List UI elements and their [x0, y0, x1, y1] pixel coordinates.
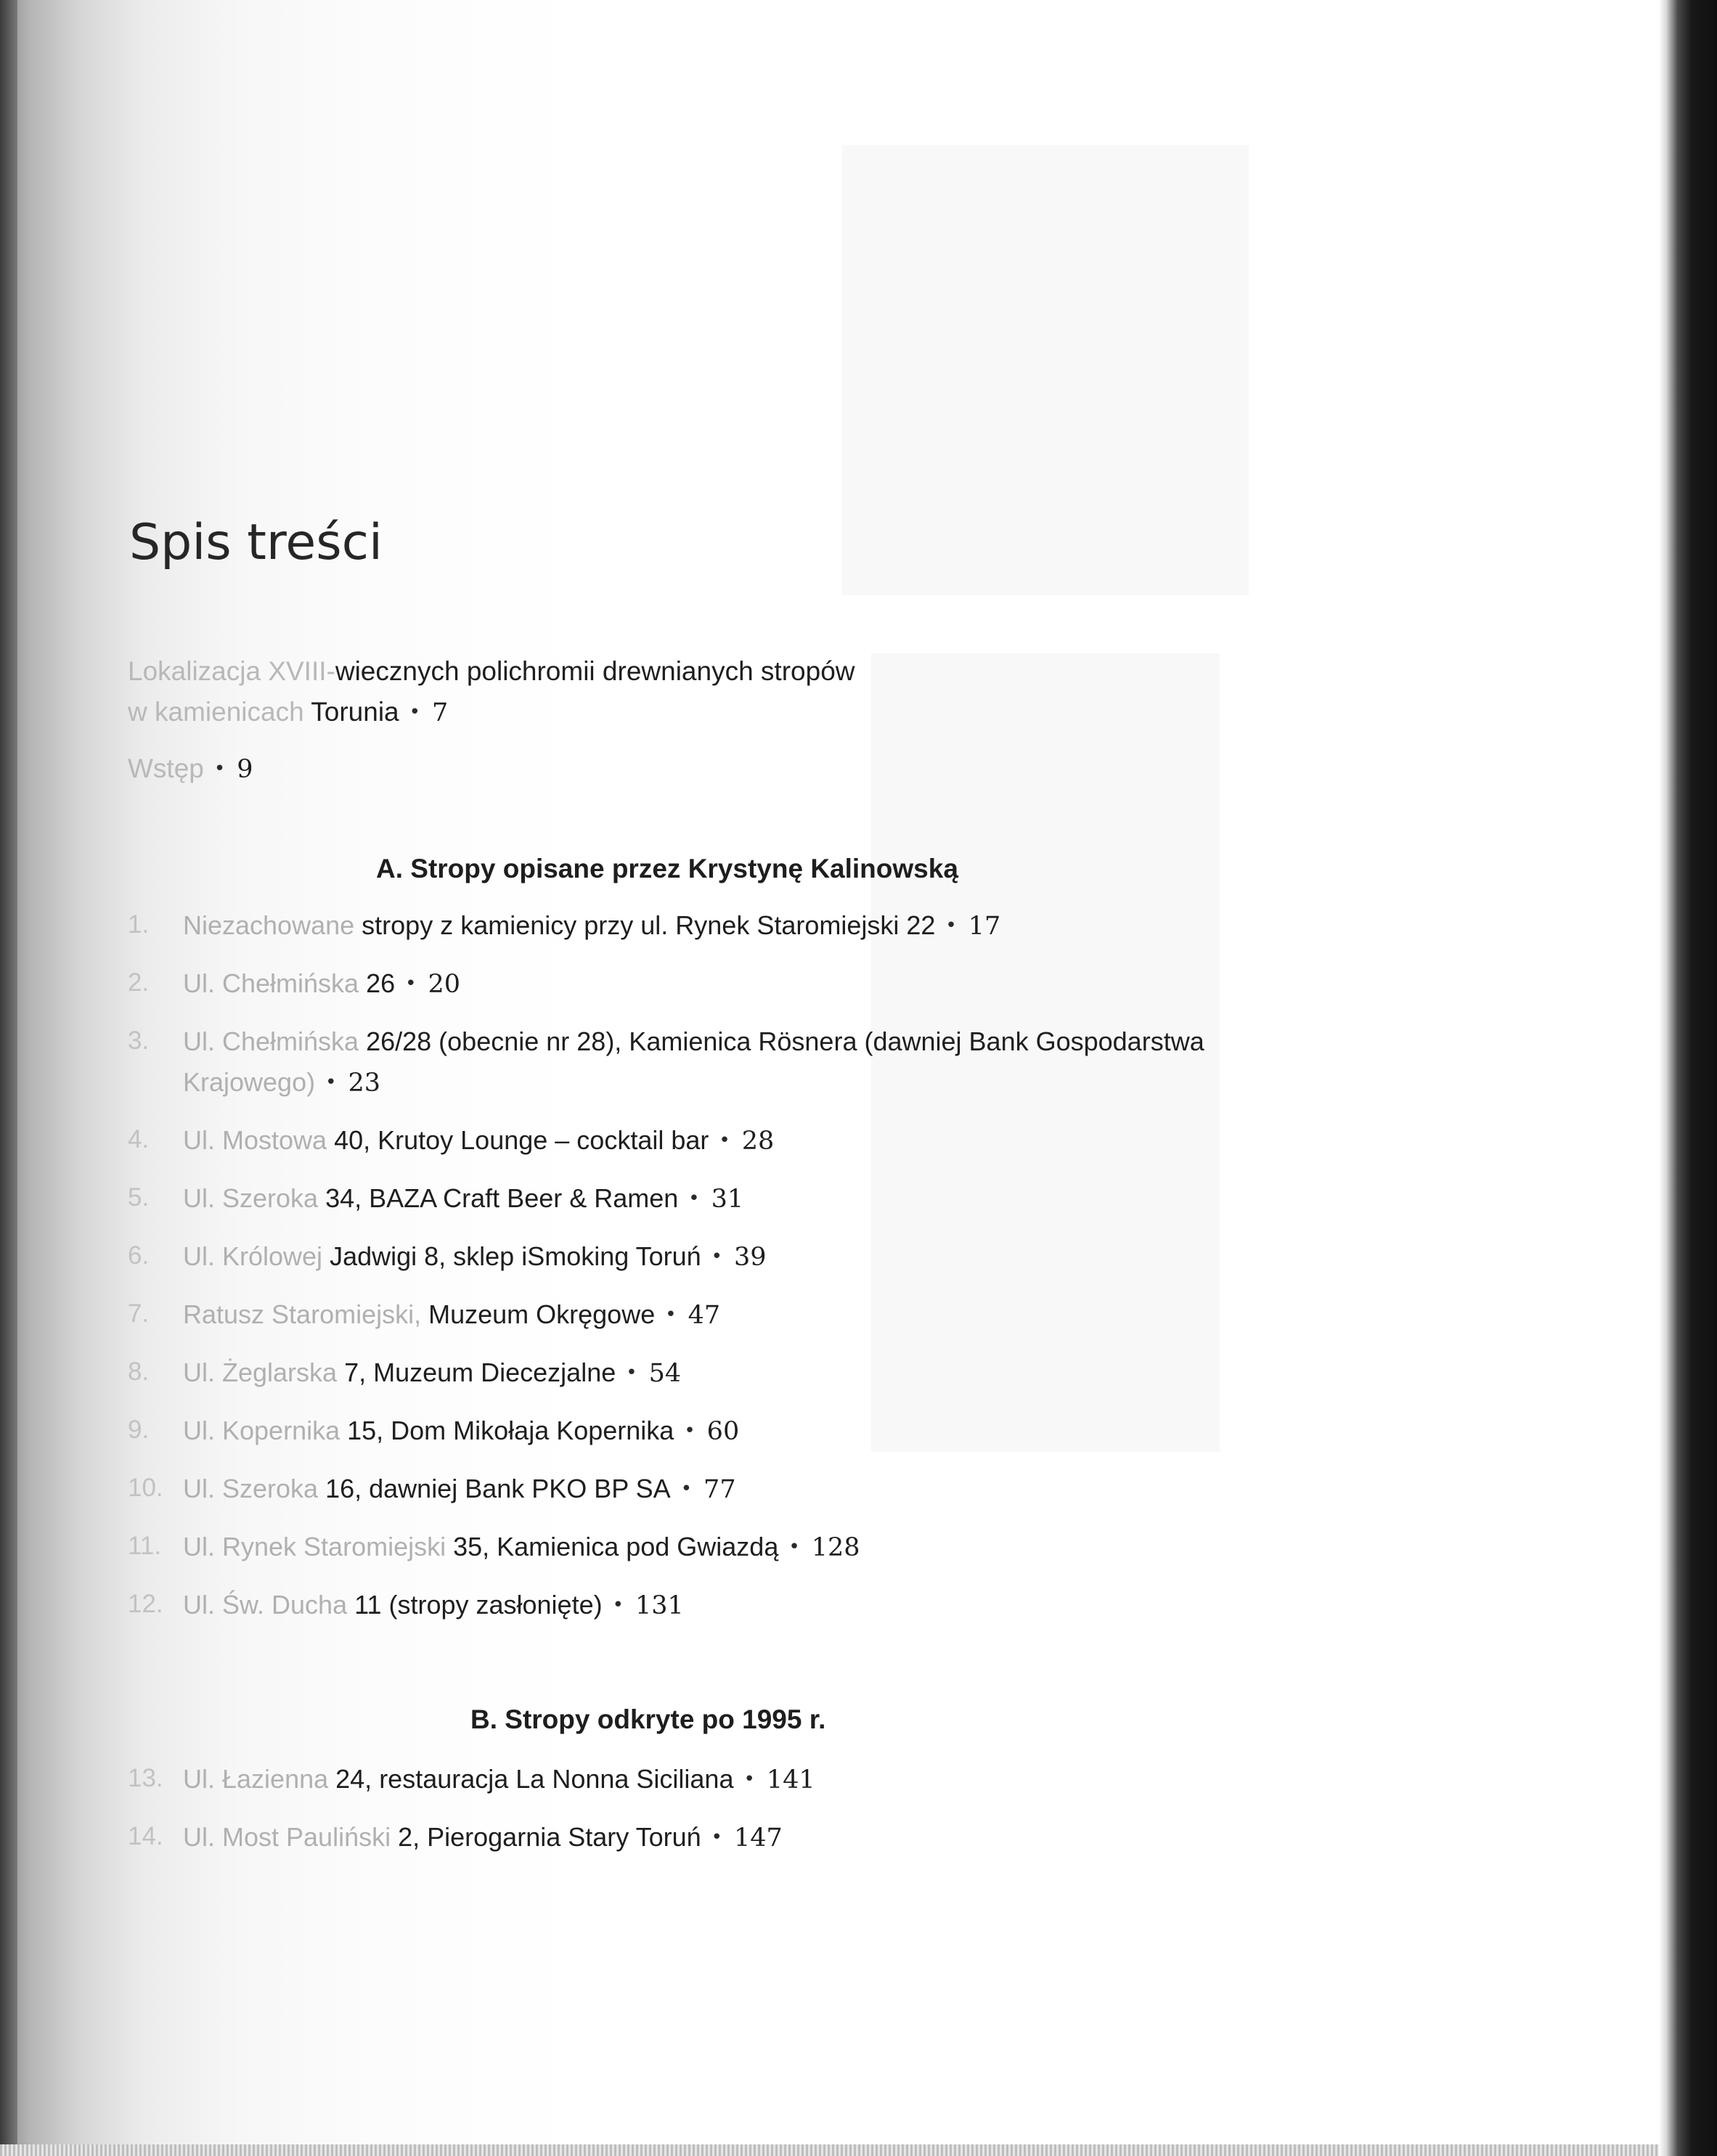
entry-title: 34, BAZA Craft Beer & Ramen: [325, 1183, 679, 1213]
entry-title: 26/28 (obecnie nr 28), Kamienica Rösnera (dawniej Bank Gospodarstwa: [366, 1026, 1204, 1056]
entry-title: 2, Pierogarnia Stary Toruń: [398, 1822, 701, 1852]
entry-number: 3.: [128, 1026, 150, 1055]
entry-number: 14.: [128, 1822, 163, 1850]
page-number: 23: [348, 1069, 380, 1098]
page-number: 39: [734, 1243, 767, 1272]
bullet-separator: •: [213, 758, 226, 780]
page-number: 47: [688, 1301, 721, 1330]
entry-number: 5.: [128, 1183, 150, 1212]
toc-intro-fade: w kamienicach: [128, 697, 311, 727]
section-heading-b: B. Stropy odkryte po 1995 r.: [470, 1704, 826, 1734]
page-number: 9: [237, 755, 253, 784]
entry-fade: Ul. Rynek Staromiejski: [183, 1532, 454, 1561]
entry-fade: Ul. Łazienna: [183, 1764, 336, 1794]
entry-number: 11.: [128, 1532, 162, 1560]
bullet-separator: •: [665, 1304, 677, 1326]
entry-title: 24, restauracja La Nonna Siciliana: [335, 1764, 734, 1794]
bullet-separator: •: [711, 1246, 722, 1267]
entry-fade: Ul. Mostowa: [183, 1125, 335, 1155]
entry-number: 6.: [128, 1241, 150, 1270]
page-number: 17: [968, 912, 1001, 941]
bullet-separator: •: [405, 973, 417, 995]
page-number: 28: [741, 1127, 775, 1156]
entry-title: 35, Kamienica pod Gwiazdą: [453, 1532, 779, 1561]
entry-text: [183, 1764, 815, 1794]
entry-fade: Ul. Szeroka: [183, 1474, 326, 1503]
entry-number: 2.: [128, 968, 150, 997]
entry-title: 7, Muzeum Diecezjalne: [344, 1357, 616, 1387]
entry-number: 12.: [128, 1590, 163, 1618]
entry-fade: Ul. Królowej: [183, 1241, 330, 1271]
entry-fade: Ul. Chełmińska: [183, 1026, 367, 1056]
bullet-separator: •: [719, 1130, 730, 1151]
entry-fade: Ul. Kopernika: [183, 1416, 348, 1445]
binding-edge: [1659, 0, 1717, 2156]
page-number: 54: [648, 1359, 682, 1388]
page-number: 31: [711, 1185, 744, 1214]
entry-text: [183, 1299, 720, 1330]
entry-text: [183, 1183, 743, 1214]
toc-intro-text: Torunia: [311, 697, 399, 727]
entry-text: [183, 1125, 774, 1156]
entry-text: [183, 910, 1000, 941]
entry-number: 4.: [128, 1125, 150, 1153]
scan-strip: [0, 2144, 1659, 2156]
page-title: Spis treści: [129, 514, 383, 571]
show-through: [842, 145, 1249, 595]
bullet-separator: •: [612, 1594, 624, 1616]
toc-intro-line: [128, 752, 253, 786]
toc-intro-text: wiecznych polichromii drewnianych stropów: [335, 656, 855, 686]
bullet-separator: •: [325, 1071, 337, 1093]
entry-title: stropy z kamienicy przy ul. Rynek Staromiejski 22: [362, 910, 936, 940]
entry-text: [183, 1241, 767, 1272]
toc-intro-fade: Lokalizacja XVIII-: [128, 656, 335, 686]
page-number: 60: [706, 1417, 740, 1446]
page-number: 141: [766, 1765, 815, 1794]
bullet-separator: •: [688, 1188, 700, 1209]
entry-fade: Ul. Most Pauliński: [183, 1822, 399, 1852]
entry-title: Muzeum Okręgowe: [428, 1299, 656, 1329]
page-number: 7: [431, 698, 449, 727]
entry-fade: Niezachowane: [183, 910, 362, 940]
entry-title: 40, Krutoy Lounge – cocktail bar: [334, 1125, 709, 1155]
entry-number: 9.: [128, 1416, 150, 1444]
entry-text: [183, 1532, 860, 1562]
entry-text: [183, 1590, 684, 1620]
page-number: 131: [635, 1591, 684, 1620]
toc-intro-line: [128, 655, 855, 688]
bullet-separator: •: [626, 1362, 637, 1384]
entry-text: [183, 1357, 681, 1388]
entry-fade: Ul. Szeroka: [183, 1183, 326, 1213]
entry-fade: Krajowego): [183, 1067, 316, 1097]
page-number: 128: [811, 1533, 860, 1562]
section-heading-a: A. Stropy opisane przez Krystynę Kalinowską: [376, 854, 958, 883]
entry-text: [183, 1474, 736, 1504]
entry-fade: Ul. Św. Ducha: [183, 1590, 355, 1620]
bullet-separator: •: [684, 1420, 696, 1442]
entry-fade: Ratusz Staromiejski,: [183, 1299, 429, 1329]
bullet-separator: •: [743, 1768, 755, 1790]
entry-title: Jadwigi 8, sklep iSmoking Toruń: [330, 1241, 701, 1271]
entry-number: 8.: [128, 1357, 150, 1386]
entry-text: [183, 1822, 783, 1853]
entry-fade: Ul. Chełmińska: [183, 968, 367, 998]
page-number: 147: [734, 1824, 783, 1853]
entry-text: [183, 1416, 739, 1446]
entry-number: 1.: [128, 910, 150, 939]
entry-text: [183, 968, 460, 999]
entry-fade: Ul. Żeglarska: [183, 1357, 345, 1387]
entry-number: 7.: [128, 1299, 150, 1328]
bullet-separator: •: [945, 915, 957, 936]
toc-entry-continuation: [183, 1067, 380, 1098]
toc-intro-line: [128, 695, 448, 730]
bullet-separator: •: [409, 701, 420, 723]
entry-number: 10.: [128, 1474, 163, 1502]
entry-title: 26: [366, 968, 396, 998]
entry-number: 13.: [128, 1764, 163, 1792]
gutter-shadow: [0, 0, 17, 2156]
entry-title: 11 (stropy zasłonięte): [354, 1590, 603, 1620]
entry-title: 16, dawniej Bank PKO BP SA: [325, 1474, 671, 1503]
entry-text: [183, 1026, 1204, 1057]
bullet-separator: •: [680, 1478, 693, 1500]
page-number: 77: [703, 1475, 736, 1504]
entry-title: 15, Dom Mikołaja Kopernika: [347, 1416, 674, 1445]
bullet-separator: •: [711, 1826, 723, 1848]
page-number: 20: [428, 970, 461, 999]
bullet-separator: •: [788, 1536, 800, 1558]
toc-intro-fade: Wstęp: [128, 754, 204, 783]
